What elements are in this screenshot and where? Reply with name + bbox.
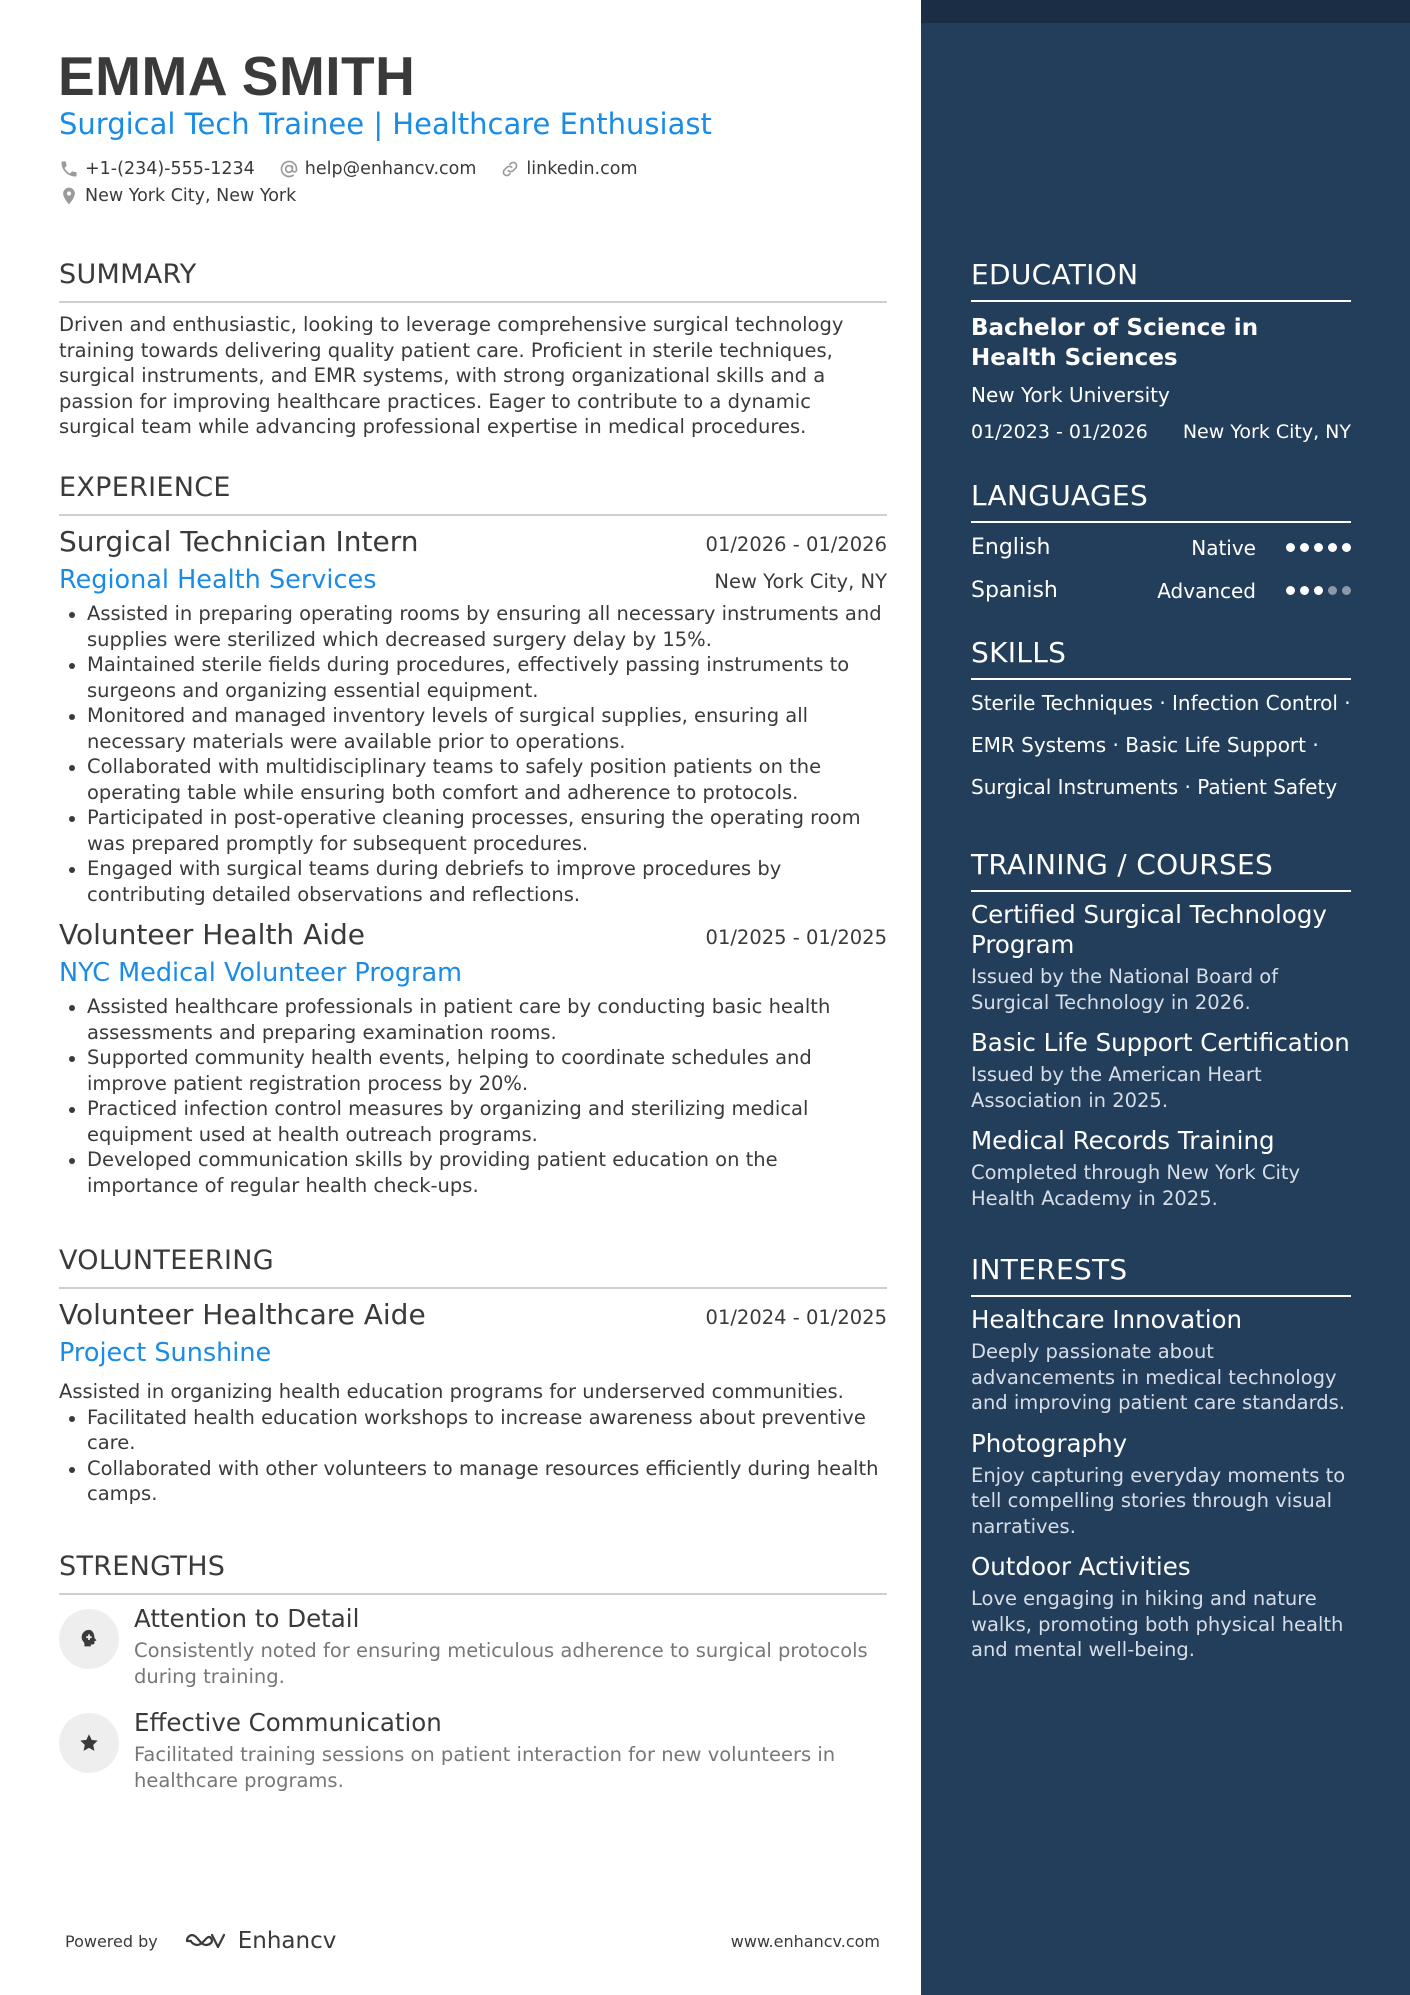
- language-level: Advanced: [1157, 578, 1256, 603]
- skill-line: Surgical Instruments · Patient Safety: [971, 775, 1338, 799]
- bullet-item: Collaborated with multidisciplinary teams to safely position patients on the operating table while ensuring both comfort and adherence to protocols.: [59, 754, 887, 805]
- powered-by: [65, 1928, 336, 1954]
- job-organization[interactable]: Regional Health Services: [59, 565, 377, 595]
- interests-heading: INTERESTS: [971, 1253, 1128, 1286]
- location-text: New York City, New York: [85, 186, 297, 206]
- bullet-item: Supported community health events, helping to coordinate schedules and improve patient registration process by 20%.: [59, 1045, 887, 1096]
- interest-item: [971, 1305, 1351, 1416]
- education-heading: EDUCATION: [971, 258, 1139, 291]
- bullet-item: Assisted in preparing operating rooms by ensuring all necessary instruments and supplies were sterilized which decreased surgery delay by 15%.: [59, 601, 887, 652]
- at-icon: [279, 159, 299, 179]
- strengths-heading: STRENGTHS: [59, 1551, 226, 1582]
- experience-heading: EXPERIENCE: [59, 472, 231, 503]
- education-location: New York City, NY: [1182, 421, 1351, 443]
- languages-heading: LANGUAGES: [971, 479, 1149, 512]
- volunteering-heading: VOLUNTEERING: [59, 1245, 274, 1276]
- sidebar-top-bar: [921, 0, 1410, 23]
- training-desc: Issued by the National Board of Surgical Technology in 2026.: [971, 965, 1279, 1014]
- training-heading: TRAINING / COURSES: [971, 848, 1274, 881]
- experience-section: [59, 471, 887, 1198]
- language-row: [971, 569, 1351, 612]
- skill-line: Sterile Techniques · Infection Control ·: [971, 691, 1351, 715]
- contact-phone[interactable]: [59, 158, 255, 180]
- interest-title: Photography: [971, 1428, 1128, 1458]
- section-divider: [59, 514, 887, 516]
- job-location: New York City, NY: [714, 570, 887, 593]
- volunteer-dates: 01/2024 - 01/2025: [705, 1306, 887, 1329]
- volunteer-title: Volunteer Healthcare Aide: [59, 1298, 426, 1331]
- strength-icon-bubble: [59, 1609, 119, 1669]
- strength-title: Effective Communication: [134, 1708, 442, 1737]
- language-rating: [1286, 586, 1351, 595]
- contact-email[interactable]: [279, 158, 477, 180]
- volunteering-section: [59, 1244, 887, 1507]
- volunteer-description: Assisted in organizing health education programs for underserved communities.: [59, 1380, 844, 1403]
- strength-icon-bubble: [59, 1713, 119, 1773]
- languages-section: [971, 479, 1351, 612]
- strength-desc: Consistently noted for ensuring meticulous adherence to surgical protocols during training.: [134, 1639, 868, 1688]
- interest-desc: Enjoy capturing everyday moments to tell compelling stories through visual narratives.: [971, 1463, 1346, 1538]
- language-level: Native: [1191, 535, 1256, 560]
- strength-title: Attention to Detail: [134, 1604, 360, 1633]
- website-link[interactable]: www.enhancv.com: [730, 1931, 880, 1951]
- location-row: [59, 185, 296, 207]
- job-dates: 01/2026 - 01/2026: [705, 533, 887, 556]
- bullet-item: Maintained sterile fields during procedures, effectively passing instruments to surgeons and organizing essential equipment.: [59, 652, 887, 703]
- training-item: [971, 1126, 1351, 1211]
- section-divider: [971, 521, 1351, 523]
- rating-dot: [1342, 543, 1351, 552]
- candidate-title: Surgical Tech Trainee | Healthcare Enthusiast: [59, 107, 712, 141]
- language-row: [971, 526, 1351, 569]
- education-dates: 01/2023 - 01/2026: [971, 421, 1148, 443]
- powered-by-label: Powered by: [65, 1931, 158, 1951]
- training-section: [971, 848, 1351, 1211]
- rating-dot: [1286, 586, 1295, 595]
- degree-title: Bachelor of Science in Health Sciences: [971, 315, 1259, 371]
- strength-item: [59, 1707, 887, 1793]
- bullet-item: Facilitated health education workshops to increase awareness about preventive care.: [59, 1405, 887, 1456]
- school-name: New York University: [971, 383, 1170, 407]
- strengths-section: [59, 1550, 887, 1793]
- link-icon: [500, 159, 520, 179]
- job-bullets: [59, 601, 887, 907]
- location-pin-icon: [59, 186, 79, 206]
- contact-location: [59, 185, 296, 207]
- training-title: Certified Surgical Technology Program: [971, 900, 1327, 959]
- training-title: Basic Life Support Certification: [971, 1028, 1350, 1057]
- job-entry: [59, 917, 887, 1198]
- strength-desc: Facilitated training sessions on patient interaction for new volunteers in healthcare programs.: [134, 1743, 836, 1792]
- enhancv-logo[interactable]: [184, 1928, 337, 1954]
- rating-dot: [1286, 543, 1295, 552]
- phone-text: +1-(234)-555-1234: [85, 159, 255, 179]
- brand-text: Enhancv: [237, 1928, 337, 1954]
- bullet-item: Assisted healthcare professionals in patient care by conducting basic health assessments and preparing examination rooms.: [59, 994, 887, 1045]
- strength-item: [59, 1603, 887, 1689]
- job-title: Volunteer Health Aide: [59, 918, 366, 951]
- section-divider: [971, 300, 1351, 302]
- section-divider: [59, 301, 887, 303]
- interests-section: [971, 1253, 1351, 1663]
- interest-title: Outdoor Activities: [971, 1552, 1191, 1581]
- bullet-item: Monitored and managed inventory levels of surgical supplies, ensuring all necessary materials were available prior to operations.: [59, 703, 887, 754]
- interest-item: [971, 1429, 1351, 1540]
- job-title: Surgical Technician Intern: [59, 525, 419, 558]
- interest-desc: Love engaging in hiking and nature walks, promoting both physical health and mental well-being.: [971, 1587, 1344, 1661]
- job-dates: 01/2025 - 01/2025: [705, 926, 887, 949]
- footer: [65, 1928, 880, 1954]
- bullet-item: Engaged with surgical teams during debriefs to improve procedures by contributing detailed observations and reflections.: [59, 856, 887, 907]
- job-bullets: [59, 994, 887, 1198]
- rating-dot: [1328, 543, 1337, 552]
- star-icon: [78, 1732, 100, 1754]
- contact-linkedin[interactable]: [500, 158, 637, 180]
- training-item: [971, 1028, 1351, 1113]
- bullet-item: Collaborated with other volunteers to manage resources efficiently during health camps.: [59, 1456, 887, 1507]
- language-name: English: [971, 535, 1051, 560]
- bullet-item: Participated in post-operative cleaning processes, ensuring the operating room was prepared promptly for subsequent procedures.: [59, 805, 887, 856]
- bullet-item: Developed communication skills by providing patient education on the importance of regular health check-ups.: [59, 1147, 887, 1198]
- candidate-name: EMMA SMITH: [58, 45, 416, 107]
- phone-icon: [59, 159, 79, 179]
- rating-dot: [1328, 586, 1337, 595]
- education-section: [971, 258, 1351, 445]
- section-divider: [59, 1287, 887, 1289]
- linkedin-text: linkedin.com: [526, 159, 638, 179]
- brain-icon: [78, 1628, 100, 1650]
- language-name: Spanish: [971, 578, 1058, 603]
- rating-dot: [1300, 586, 1309, 595]
- training-title: Medical Records Training: [971, 1126, 1275, 1155]
- job-organization[interactable]: NYC Medical Volunteer Program: [59, 958, 462, 988]
- sidebar: [921, 0, 1410, 1995]
- summary-section: [59, 258, 887, 440]
- contact-row: [59, 158, 638, 180]
- job-entry: [59, 524, 887, 907]
- rating-dot: [1314, 543, 1323, 552]
- skills-section: [971, 636, 1351, 808]
- training-desc: Issued by the American Heart Association in 2025.: [971, 1063, 1262, 1112]
- bullet-item: Practiced infection control measures by organizing and sterilizing medical equipment used at health outreach programs.: [59, 1096, 887, 1147]
- section-divider: [971, 890, 1351, 892]
- rating-dot: [1300, 543, 1309, 552]
- skills-heading: SKILLS: [971, 636, 1067, 669]
- skill-line: EMR Systems · Basic Life Support ·: [971, 733, 1319, 757]
- interest-item: [971, 1552, 1351, 1663]
- training-item: [971, 900, 1351, 1015]
- email-text: help@enhancv.com: [304, 159, 477, 179]
- rating-dot: [1342, 586, 1351, 595]
- volunteer-bullets: [59, 1405, 887, 1507]
- section-divider: [971, 678, 1351, 680]
- language-rating: [1286, 543, 1351, 552]
- interest-desc: Deeply passionate about advancements in medical technology and improving patient care standards.: [971, 1340, 1345, 1414]
- section-divider: [971, 1295, 1351, 1297]
- section-divider: [59, 1593, 887, 1595]
- rating-dot: [1314, 586, 1323, 595]
- enhancv-logo-icon: [184, 1929, 230, 1953]
- training-desc: Completed through New York City Health Academy in 2025.: [971, 1161, 1301, 1210]
- volunteer-organization[interactable]: Project Sunshine: [59, 1338, 272, 1368]
- summary-heading: SUMMARY: [59, 259, 197, 290]
- interest-title: Healthcare Innovation: [971, 1305, 1243, 1334]
- summary-text: Driven and enthusiastic, looking to leverage comprehensive surgical technology training towards delivering quality patient care. Proficient in sterile techniques, surgical instruments, and EMR systems, with strong organizational skills and a passion for improving healthcare practices. Eager to contribute to a dynamic surgical team while advancing professional expertise in medical procedures.: [59, 313, 844, 438]
